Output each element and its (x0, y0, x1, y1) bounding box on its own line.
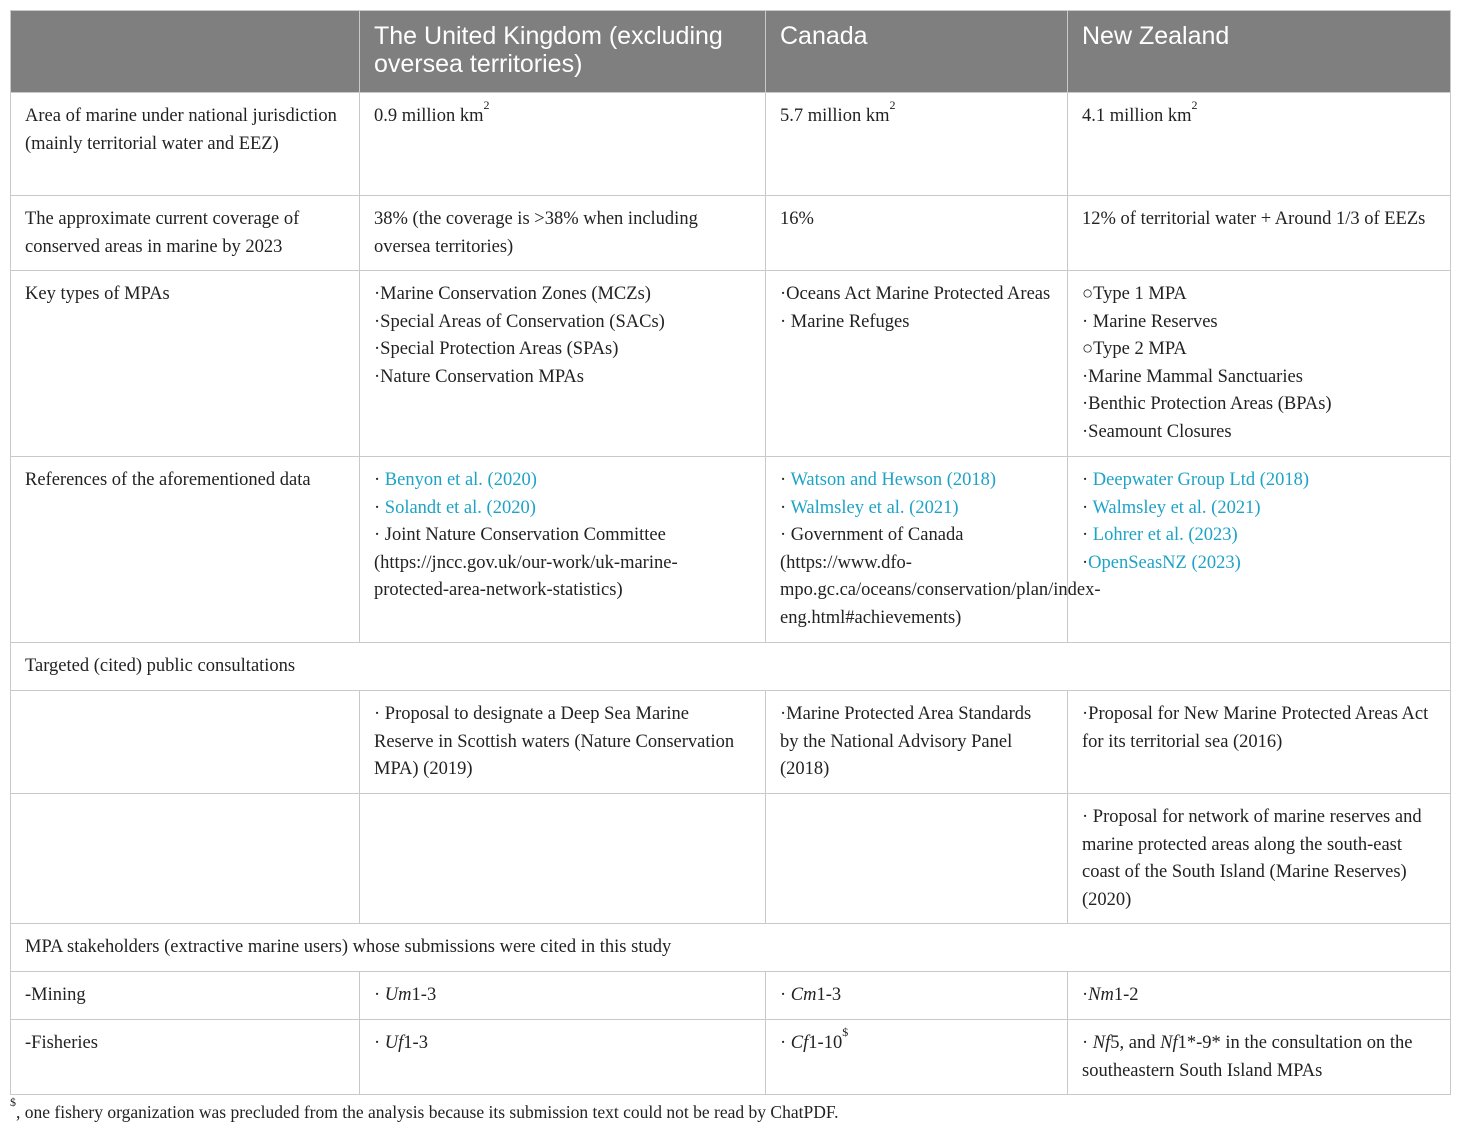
header-new-zealand: New Zealand (1068, 11, 1451, 93)
consultations-empty (11, 794, 360, 924)
fisheries-new-zealand: · Nf5, and Nf1*-9* in the consultation on the southeastern South Island MPAs (1068, 1020, 1451, 1095)
area-uk: 0.9 million $km^2$ (360, 93, 766, 196)
reference-link[interactable]: Deepwater Group Ltd (2018) (1092, 470, 1310, 490)
reference-link[interactable]: Walmsley et al. (2021) (1092, 497, 1261, 518)
reference-link[interactable]: Walmsley et al. (2021) (790, 497, 959, 518)
coverage-canada: 16% (766, 196, 1068, 271)
list-item: ·Marine Conservation Zones (MCZs) (374, 284, 651, 304)
types-canada (766, 271, 1068, 457)
consultations-empty (11, 691, 360, 794)
stakeholders-heading-row (11, 924, 1451, 972)
mining-canada: · Cm1-3 (766, 972, 1068, 1020)
list-item: ·Marine Mammal Sanctuaries (1082, 366, 1303, 387)
coverage-label: The approximate current coverage of conserved areas in marine by 2023 (11, 196, 360, 271)
fisheries-label: -Fisheries (11, 1020, 360, 1095)
footnote-mark: $ (10, 1095, 16, 1109)
footnote-text: , one fishery organization was precluded from the analysis because its submission text could not be read by ChatPDF. (16, 1102, 839, 1122)
mining-row (11, 972, 1451, 1020)
types-row (11, 271, 1451, 457)
list-item: · Marine Reserves (1082, 311, 1218, 332)
list-item: ○Type 2 MPA (1082, 339, 1187, 359)
coverage-new-zealand: 12% of territorial water + Around 1/3 of EEZs (1068, 196, 1451, 271)
mining-uk: · Um1-3 (360, 972, 766, 1020)
header-canada: Canada (766, 11, 1068, 93)
fisheries-canada: · Cf1-10$ (766, 1020, 1068, 1095)
comparison-table (10, 10, 1451, 1095)
coverage-uk: 38% (the coverage is >38% when including oversea territories) (360, 196, 766, 271)
fisheries-uk: · Uf1-3 (360, 1020, 766, 1095)
area-canada: 5.7 million $km^2$ (766, 93, 1068, 196)
references-row (11, 457, 1451, 643)
list-item: ·Nature Conservation MPAs (374, 366, 584, 387)
consultations-empty (766, 794, 1068, 924)
consultations-heading-row (11, 643, 1451, 691)
consultation-new-zealand-2: · Proposal for network of marine reserves and marine protected areas along the south-east coast of the South Island (Marine Reserves) (2020) (1068, 794, 1451, 924)
header-empty (11, 11, 360, 93)
area-label: Area of marine under national jurisdiction (mainly territorial water and EEZ) (11, 93, 360, 196)
references-canada: · Watson and Hewson (2018) · Walmsley et al. (2021) · Government of Canada (https://www.dfo-mpo.gc.ca/oceans/conservation/plan/index-eng.html#achievements) (766, 457, 1068, 643)
area-row (11, 93, 1451, 196)
reference-link[interactable]: Watson and Hewson (2018) (790, 470, 997, 490)
header-row (11, 11, 1451, 93)
fisheries-row (11, 1020, 1451, 1095)
header-uk: The United Kingdom (excluding oversea territories) (360, 11, 766, 93)
consultations-empty (360, 794, 766, 924)
table-footnote (10, 1095, 1450, 1124)
consultations-label: Targeted (cited) public consultations (11, 643, 1451, 691)
list-item: ·Seamount Closures (1082, 421, 1232, 442)
list-item: ·Oceans Act Marine Protected Areas (780, 284, 1051, 304)
list-item: · Marine Refuges (780, 311, 910, 332)
types-new-zealand (1068, 271, 1451, 457)
types-uk (360, 271, 766, 457)
list-item: ○Type 1 MPA (1082, 284, 1187, 304)
list-item: ·Special Protection Areas (SPAs) (374, 339, 619, 359)
reference-text: Joint Nature Conservation Committee (https://jncc.gov.uk/our-work/uk-marine-protected-area-network-statistics) (374, 525, 678, 600)
list-item: ·Special Areas of Conservation (SACs) (374, 311, 665, 332)
references-label: References of the aforementioned data (11, 457, 360, 643)
consultation-new-zealand: ·Proposal for New Marine Protected Areas Act for its territorial sea (2016) (1068, 691, 1451, 794)
mining-label: -Mining (11, 972, 360, 1020)
stakeholders-label: MPA stakeholders (extractive marine users) whose submissions were cited in this study (11, 924, 1451, 972)
reference-link[interactable]: Lohrer et al. (2023) (1092, 525, 1238, 545)
consultations-row-2 (11, 794, 1451, 924)
list-item: ·Benthic Protection Areas (BPAs) (1082, 394, 1332, 414)
mining-new-zealand: ·Nm1-2 (1068, 972, 1451, 1020)
consultations-row-1 (11, 691, 1451, 794)
reference-link[interactable]: OpenSeasNZ (2023) (1088, 552, 1241, 573)
reference-text: Government of Canada (https://www.dfo-mpo.gc.ca/oceans/conservation/plan/index-eng.html#achievements) (780, 525, 1101, 628)
coverage-row (11, 196, 1451, 271)
area-new-zealand: 4.1 million $km^2$ (1068, 93, 1451, 196)
types-label: Key types of MPAs (11, 271, 360, 457)
reference-link[interactable]: Solandt et al. (2020) (384, 497, 536, 518)
consultation-canada: ·Marine Protected Area Standards by the National Advisory Panel (2018) (766, 691, 1068, 794)
reference-link[interactable]: Benyon et al. (2020) (384, 470, 537, 490)
references-uk: · Benyon et al. (2020) · Solandt et al. (2020) · Joint Nature Conservation Committee (https://jncc.gov.uk/our-work/uk-marine-protected-area-network-statistics) (360, 457, 766, 643)
consultation-uk: · Proposal to designate a Deep Sea Marine Reserve in Scottish waters (Nature Conservation MPA) (2019) (360, 691, 766, 794)
references-new-zealand: · Deepwater Group Ltd (2018) · Walmsley et al. (2021) · Lohrer et al. (2023) ·OpenSeasNZ (2023) (1068, 457, 1451, 643)
